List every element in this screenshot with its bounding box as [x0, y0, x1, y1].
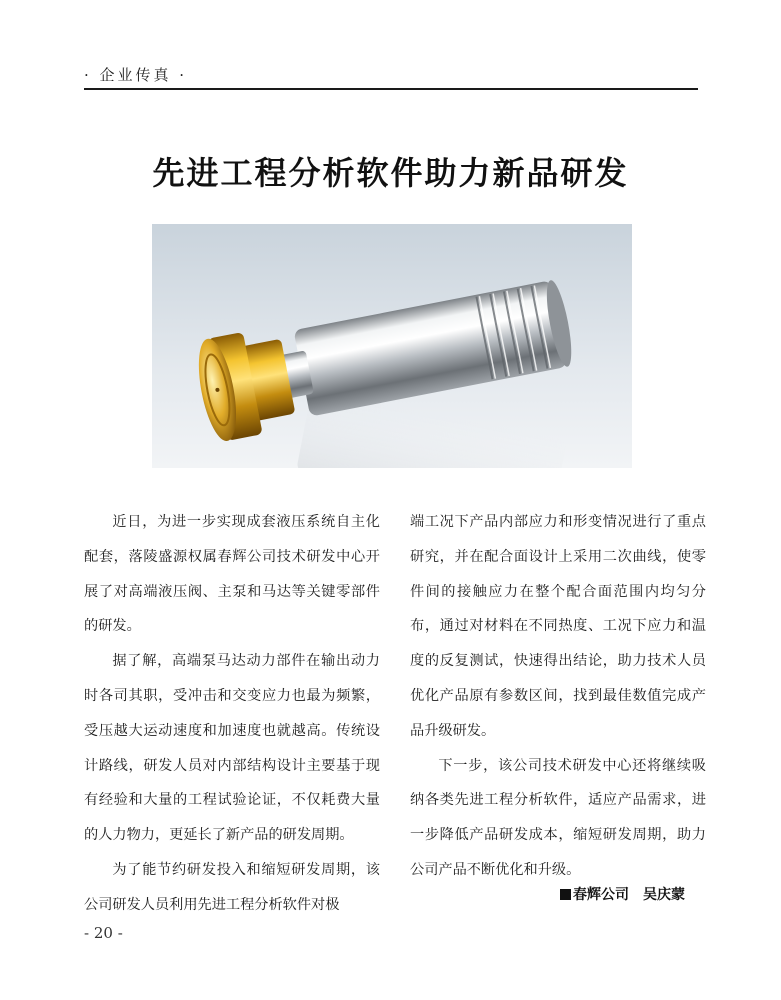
article-title: 先进工程分析软件助力新品研发: [152, 154, 629, 192]
paragraph: 下一步，该公司技术研发中心还将继续吸纳各类先进工程分析软件，适应产品需求，进一步降低产品研发成本，缩短研发周期，助力公司产品不断优化和升级。: [410, 757, 706, 878]
page-number: - 20 -: [84, 924, 123, 942]
byline-author: 吴庆蒙: [643, 887, 685, 903]
paragraph: 为了能节约研发投入和缩短研发周期，该公司研发人员利用先进工程分析软件对极: [84, 861, 380, 913]
paragraph: 据了解，高端泵马达动力部件在输出动力时各司其职，受冲击和交变应力也最为频繁，受压越大运动速度和加速度也就越高。传统设计路线，研发人员对内部结构设计主要基于现有经验和大量的工程试验论证，不仅耗费大量的人力物力，更延长了新产品的研发周期。: [84, 653, 380, 844]
square-bullet-icon: [560, 889, 571, 900]
byline: [560, 884, 685, 904]
byline-company: 春辉公司: [573, 887, 629, 903]
right-column: [410, 505, 706, 888]
left-column: [84, 505, 380, 923]
paragraph: 近日，为进一步实现成套液压系统自主化配套，落陵盛源权属春辉公司技术研发中心开展了对高端液压阀、主泵和马达等关键零部件的研发。: [84, 514, 380, 635]
product-photo: [152, 224, 632, 468]
header-rule: [84, 88, 698, 90]
section-header: · 企业传真 ·: [84, 66, 188, 84]
paragraph: 端工况下产品内部应力和形变情况进行了重点研究，并在配合面设计上采用二次曲线，使零件间的接触应力在整个配合面范围内均匀分布，通过对材料在不同热度、工况下应力和温度的反复测试，快速得出结论，助力技术人员优化产品原有参数区间，找到最佳数值完成产品升级研发。: [410, 514, 706, 739]
